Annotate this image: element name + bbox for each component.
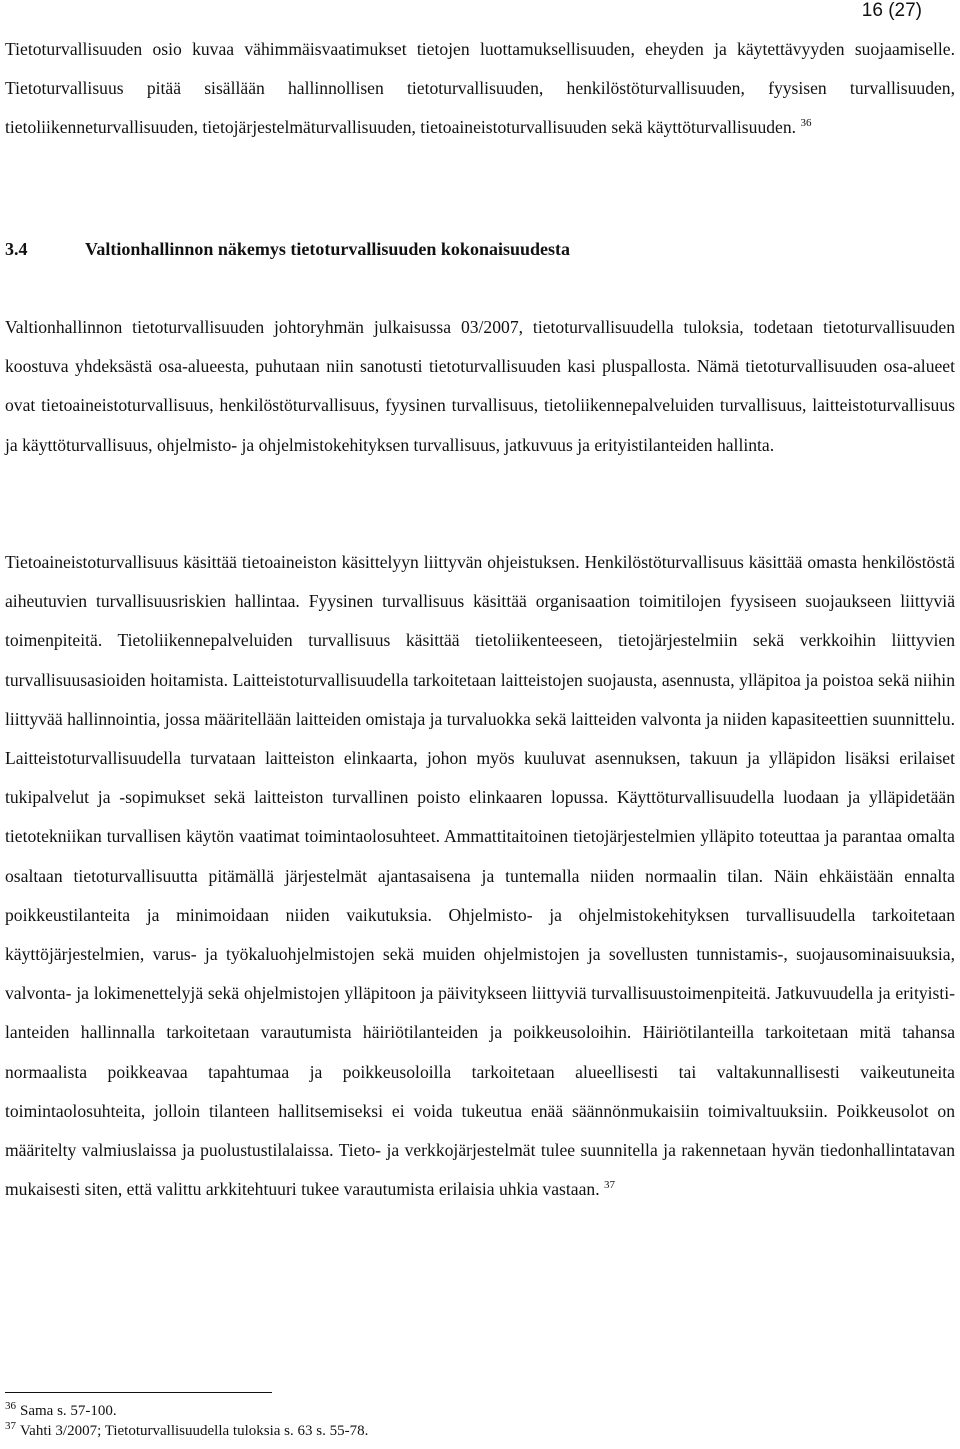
footnote-text: Sama s. 57-100. [20, 1403, 117, 1419]
page-number: 16 (27) [861, 0, 922, 21]
footnote-ref-36[interactable]: 36 [800, 117, 812, 130]
footnote-ref-37[interactable]: 37 [604, 1179, 615, 1192]
paragraph-details-text: Tietoaineistoturvallisuus käsittää tietoaineiston käsittelyyn liittyvän ohjeistuksen. Henkilöstöturvallisuus käsittää omasta henkilöstöstä aiheutuvien turvallisuusriskien hallintaa. Fyysinen turvallisuus käsittää organisaation toimitilojen fyysiseen suojaukseen liittyviä toimenpiteitä. Tietoliikennepalveluiden turvallisuus käsittää tietoliikenteeseen, tietojärjestelmiin sekä verkkoihin liittyvien turvallisuusasioiden hoitamista. Laitteistoturvallisuudella tarkoitetaan laitteistojen suojausta, asennusta, ylläpitoa ja poistoa sekä niihin liittyvää hallinnointia, jossa määritellään laitteiden omistaja ja turvaluokka sekä laitteiden valvonta ja niiden kapasiteettien suunnittelu. Laitteistoturvallisuudella turvataan laitteiston elinkaarta, johon myös kuuluvat asennuksen, takuun ja ylläpidon lisäksi erilaiset tukipalvelut ja -sopimukset sekä laitteiston turvallinen poisto elinkaaren lopussa. Käyttöturvallisuudella luodaan ja ylläpidetään tietotekniikan turvallisen käytön vaatimat toimintaolosuhteet. Ammattitaitoinen tietojärjestelmien ylläpito toteuttaa ja parantaa omalta osaltaan tietoturvallisuutta pitämällä järjestelmät ajantasaisena ja tuntemalla niiden normaalin tilan. Näin ehkäistään ennalta poikkeustilanteita ja minimoidaan niiden vaikutuksia. Ohjelmisto- ja ohjelmistokehityksen turvallisuudella tarkoitetaan käyttöjärjestelmien, varus- ja työkaluohjelmistojen sekä muiden ohjelmistojen ja sovellusten tunnistamis-, suojausominaisuuksia, valvonta- ja lokimenettelyjä sekä ohjelmistojen ylläpitoon ja päivitykseen liittyviä turvallisuustoimenpiteitä. Jatkuvuudella ja erityistilanteiden hallinnalla tarkoitetaan varautumista häiriötilanteiden ja poikkeusoloihin. Häiriötilanteilla tarkoitetaan mitä tahansa normaalista poikkeavaa tapahtumaa ja poikkeusoloilla tarkoitetaan alueellisesti tai valtakunnallisesti vaikeutuneita toimintaolosuhteita, jolloin tilanteen hallitsemiseksi ei voida tukeutua enää säännönmukaisiin toimivaltuuksiin. Poikkeusolot on määritelty valmiuslaissa ja puolustustilalaissa. Tieto- ja verkkojärjestelmät tulee suunnitella ja rakennetaan hyvän tiedonhallintatavan mukaisesti siten, että valittu arkkitehtuuri tukee varautumista erilaisia uhkia vastaan. [5, 552, 955, 1200]
paragraph-overview: Valtionhallinnon tietoturvallisuuden johtoryhmän julkaisussa 03/2007, tietoturvallisuudella tuloksia, todetaan tietoturvallisuuden koostuva yhdeksästä osa-alueesta, puhutaan niin sanotusti tietoturvallisuuden kasi pluspallosta. Nämä tietoturvallisuuden osa-alueet ovat tietoaineistoturvallisuus, henkilöstöturvallisuus, fyysinen turvallisuus, tietoliikennepalveluiden turvallisuus, laitteistoturvallisuus ja käyttöturvallisuus, ohjelmisto- ja ohjelmistokehityksen turvallisuus, jatkuvuus ja erityistilanteiden hallinta. [5, 317, 955, 455]
footnote-divider [5, 1392, 272, 1393]
footnote-37 [5, 1421, 368, 1441]
section-heading [5, 229, 570, 269]
footnote-36 [5, 1401, 368, 1421]
paragraph-intro [5, 30, 955, 148]
paragraph-intro-text: Tietoturvallisuuden osio kuvaa vähimmäisvaatimukset tietojen luottamuksellisuuden, eheyden ja käytettävyyden suojaamiselle. Tietoturvallisuus pitää sisällään hallinnollisen tietoturvallisuuden, henkilöstöturvallisuuden, fyysisen turvallisuuden, tietoliikenneturvallisuuden, tietojärjestelmäturvallisuuden, tietoaineistoturvallisuuden sekä käyttöturvallisuuden. [5, 39, 955, 138]
footnote-number: 36 [5, 1400, 16, 1412]
footnote-number: 37 [5, 1420, 16, 1432]
footnote-text: Vahti 3/2007; Tietoturvallisuudella tuloksia s. 63 s. 55-78. [20, 1423, 369, 1439]
section-title: Valtionhallinnon näkemys tietoturvallisuuden kokonaisuudesta [85, 239, 570, 259]
paragraph-details [5, 543, 955, 1209]
footnotes [5, 1401, 368, 1441]
section-number: 3.4 [5, 239, 28, 259]
